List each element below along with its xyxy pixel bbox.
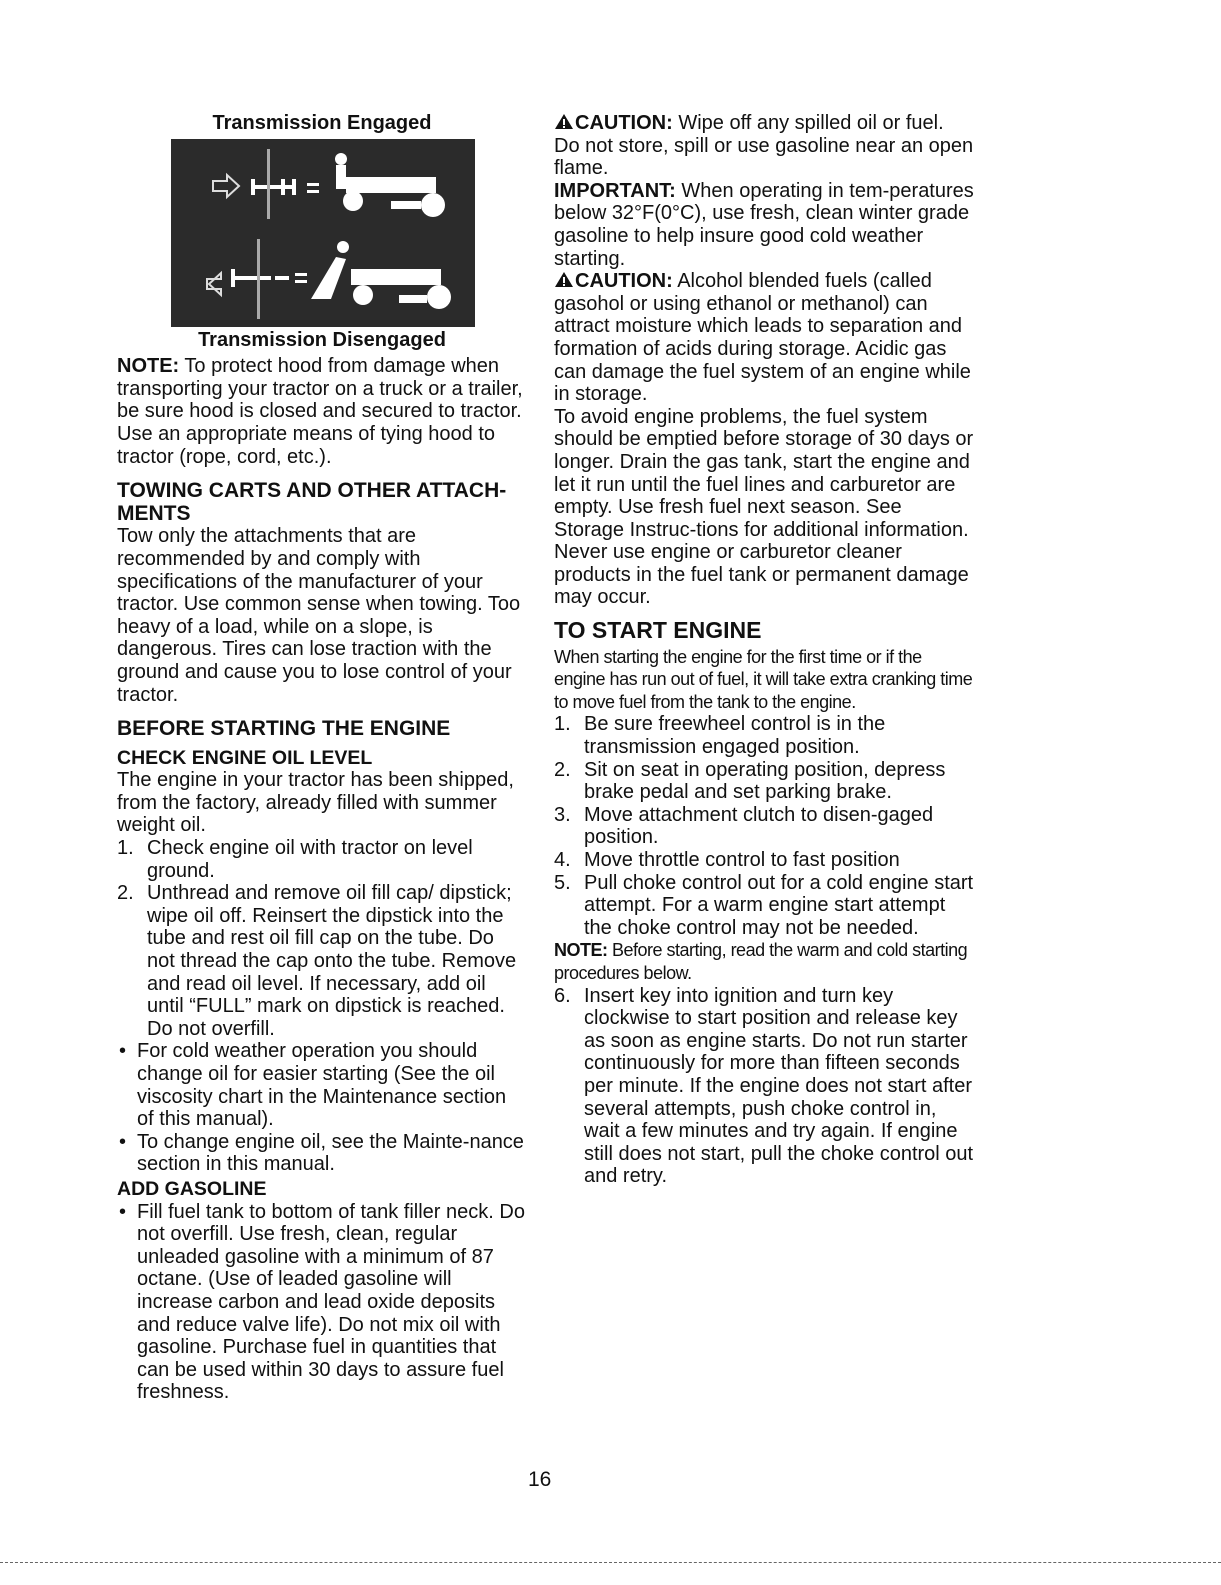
note-text: To protect hood from damage when transporting your tractor on a truck or a trailer, be sure hood is closed and secured to tractor. Use an appropriate means of tying hood to tractor (rope, cord, etc.). xyxy=(117,355,523,468)
warning-triangle-icon xyxy=(554,271,574,288)
list-item: 2. Unthread and remove oil fill cap/ dipstick; wipe oil off. Reinsert the dipstick into the tube and rest oil fill cap on the tube. Do not thread the cap onto the tube. Remove and read oil level. If necessary, add oil until “FULL” mark on dipstick is reached. Do not overfill. xyxy=(117,882,517,1040)
avoid-problems-text: To avoid engine problems, the fuel system should be emptied before storage of 30 days or longer. Drain the gas tank, start the engine and let it run until the fuel lines and carburetor are empty. Use fresh fuel next season. See Storage Instruc-tions for additional information. xyxy=(554,405,974,541)
start-intro: When starting the engine for the first time or if the engine has run out of fuel, it will take extra cranking time to move fuel from the tank to the engine. xyxy=(554,646,973,712)
figure-caption-disengaged: Transmission Disengaged xyxy=(198,328,446,351)
list-item: 2. Sit on seat in operating position, depress brake pedal and set parking brake. xyxy=(554,758,946,804)
to-start-engine-heading: TO START ENGINE xyxy=(554,617,762,644)
start-steps-continued xyxy=(554,985,974,1188)
check-oil-text: The engine in your tractor has been shipped, from the factory, already filled with summer weight oil. xyxy=(117,769,514,837)
list-item: 5. Pull choke control out for a cold engine start attempt. For a warm engine start attempt the choke control may not be needed. xyxy=(554,871,974,939)
add-gasoline-heading: ADD GASOLINE xyxy=(117,1177,267,1200)
warning-triangle-icon xyxy=(554,113,574,130)
hood-note xyxy=(117,355,527,468)
page-number: 16 xyxy=(528,1468,552,1491)
towing-text: Tow only the attachments that are recommended by and comply with specifications of the manufacturer of your tractor. Use common sense when towing. Too heavy of a load, while on a slope, is dangerous. Tires can lose traction with the ground and cause you to lose control of your tractor. xyxy=(117,525,521,706)
caution-spilled-fuel: CAUTION: Wipe off any spilled oil or fuel. Do not store, spill or use gasoline near an open flame. xyxy=(554,112,974,180)
list-item: 1. Check engine oil with tractor on level ground. xyxy=(117,837,473,882)
never-use-cleaner-text: Never use engine or carburetor cleaner products in the fuel tank or permanent damage may occur. xyxy=(554,541,969,609)
right-column xyxy=(554,112,974,1188)
transmission-diagram-icon xyxy=(171,139,475,327)
before-starting-heading: BEFORE STARTING THE ENGINE xyxy=(117,717,451,741)
check-oil-steps xyxy=(117,837,527,1040)
start-steps xyxy=(554,713,974,939)
list-item: • For cold weather operation you should change oil for easier starting (See the oil viscosity chart in the Maintenance section of this manual). xyxy=(119,1040,507,1131)
add-gasoline-bullets xyxy=(117,1201,527,1404)
towing-heading: TOWING CARTS AND OTHER ATTACH-MENTS xyxy=(117,479,507,525)
caution-alcohol-fuels: CAUTION: Alcohol blended fuels (called gasohol or using ethanol or methanol) can attract moisture which leads to separation and formation of acids during storage. Acidic gas can damage the fuel system of an engine while in storage. xyxy=(554,270,971,406)
start-note: NOTE: Before starting, read the warm and cold starting procedures below. xyxy=(554,940,968,983)
bottom-divider xyxy=(0,1562,1221,1563)
list-item: • Fill fuel tank to bottom of tank filler neck. Do not overfill. Use fresh, clean, regular unleaded gasoline with a minimum of 87 octane. (Use of leaded gasoline will increase carbon and lead oxide deposits and reduce valve life). Do not mix oil with gasoline. Purchase fuel in quantities that can be used within 30 days to assure fuel freshness. xyxy=(119,1200,525,1404)
figure-caption-engaged: Transmission Engaged xyxy=(212,112,432,134)
list-item: • To change engine oil, see the Mainte-nance section in this manual. xyxy=(119,1130,524,1176)
note-label: NOTE: xyxy=(117,355,180,378)
transmission-figure xyxy=(171,139,475,327)
left-column xyxy=(117,112,527,1404)
list-item: 6. Insert key into ignition and turn key clockwise to start position and release key as soon as engine starts. Do not run starter continuously for more than fifteen seconds per minute. If the engine does not start after several attempts, push choke control in, wait a few minutes and try again. If engine still does not start, pull the choke control out and retry. xyxy=(554,984,974,1188)
list-item: 3. Move attachment clutch to disen-gaged position. xyxy=(554,803,934,849)
important-winter-fuel: IMPORTANT: When operating in tem-peratures below 32°F(0°C), use fresh, clean winter grade gasoline to help insure good cold weather starting. xyxy=(554,179,974,270)
list-item: 4. Move throttle control to fast position xyxy=(554,849,900,871)
check-oil-heading: CHECK ENGINE OIL LEVEL xyxy=(117,746,373,769)
list-item: 1. Be sure freewheel control is in the transmission engaged position. xyxy=(554,713,886,759)
check-oil-bullets xyxy=(117,1040,527,1176)
